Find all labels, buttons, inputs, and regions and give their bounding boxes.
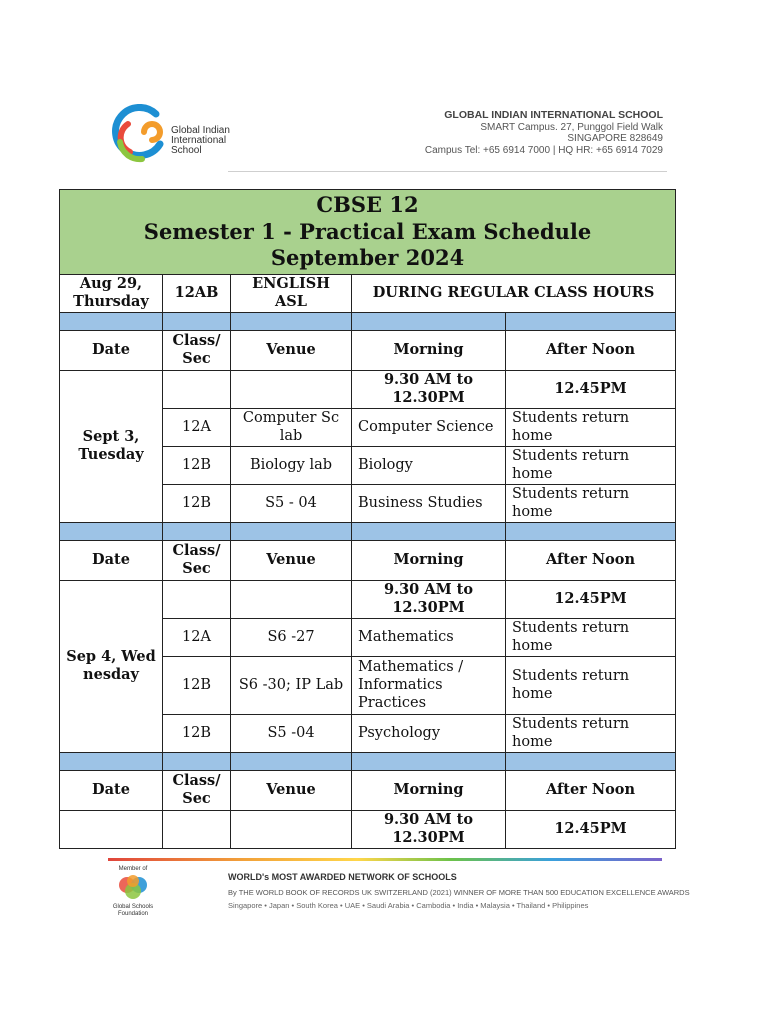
- gis-logo-icon: [108, 104, 170, 164]
- separator-row: [60, 752, 676, 770]
- asl-row: [60, 274, 676, 312]
- schedule-title: [60, 190, 676, 275]
- col-class: Class/ Sec: [163, 330, 231, 370]
- logo-wordmark: Global Indian International School: [171, 125, 230, 156]
- day1-date: Sept 3, Tuesday: [60, 370, 163, 522]
- asl-note: DURING REGULAR CLASS HOURS: [352, 274, 676, 312]
- timing-row: Sep 4, Wednesday 9.30 AM to 12.30PM 12.45PM: [60, 580, 676, 618]
- column-header-row: Date Class/ Sec Venue Morning After Noon: [60, 770, 676, 810]
- asl-subject: ENGLISH ASL: [231, 274, 352, 312]
- school-address-block: [425, 110, 663, 156]
- col-afternoon: After Noon: [506, 330, 676, 370]
- table-row: 12B S6 -30; IP Lab Mathematics / Informatics Practices Students return home: [60, 656, 676, 714]
- col-date: Date: [60, 330, 163, 370]
- day2-date: Sep 4, Wednesday: [60, 580, 163, 752]
- phone-numbers: Campus Tel: +65 6914 7000 | HQ HR: +65 6914 7029: [424, 144, 663, 156]
- city-postcode: SINGAPORE 828649: [567, 133, 663, 144]
- footer-awards-line: By THE WORLD BOOK OF RECORDS UK SWITZERLAND (2021) WINNER OF MORE THAN 500 EDUCATION EXCELLENCE AWARDS: [228, 888, 690, 897]
- column-header-row: [60, 330, 676, 370]
- title-line-1: CBSE 12: [316, 192, 419, 217]
- footer-color-bar: [108, 858, 662, 861]
- header-divider: [228, 171, 667, 172]
- exam-schedule-table: [59, 189, 676, 849]
- table-row: 12A Computer Sc lab Computer Science Students return home: [60, 408, 676, 446]
- footer-countries: Singapore • Japan • South Korea • UAE • Saudi Arabia • Cambodia • India • Malaysia • Thailand • Philippines: [228, 901, 589, 910]
- col-morning: Morning: [352, 330, 506, 370]
- table-row: 12B Biology lab Biology Students return home: [60, 446, 676, 484]
- timing-row: 9.30 AM to 12.30PM 12.45PM: [60, 810, 676, 848]
- campus-address: SMART Campus. 27, Punggol Field Walk: [480, 121, 663, 133]
- asl-class: 12AB: [163, 274, 231, 312]
- school-logo: [108, 104, 238, 164]
- school-name: GLOBAL INDIAN INTERNATIONAL SCHOOL: [444, 109, 663, 121]
- table-row: 12A S6 -27 Mathematics Students return home: [60, 618, 676, 656]
- separator-row: [60, 522, 676, 540]
- title-line-2: Semester 1 - Practical Exam Schedule: [143, 218, 592, 244]
- timing-row: [60, 370, 676, 408]
- column-header-row: Date Class/ Sec Venue Morning After Noon: [60, 540, 676, 580]
- separator-row: [60, 312, 676, 330]
- footer-awards: [228, 872, 690, 910]
- title-line-3: September 2024: [270, 245, 465, 270]
- table-row: 12B S5 - 04 Business Studies Students return home: [60, 484, 676, 522]
- asl-date: Aug 29, Thursday: [60, 274, 163, 312]
- global-schools-foundation-logo: Member of Global Schools Foundation: [112, 866, 154, 917]
- afternoon-time: 12.45PM: [506, 370, 676, 408]
- table-row: 12B S5 -04 Psychology Students return home: [60, 714, 676, 752]
- title-row: [60, 190, 676, 275]
- morning-time: 9.30 AM to 12.30PM: [352, 370, 506, 408]
- footer-headline: WORLD's MOST AWARDED NETWORK OF SCHOOLS: [228, 872, 457, 882]
- foundation-flower-icon: [113, 873, 153, 901]
- col-venue: Venue: [231, 330, 352, 370]
